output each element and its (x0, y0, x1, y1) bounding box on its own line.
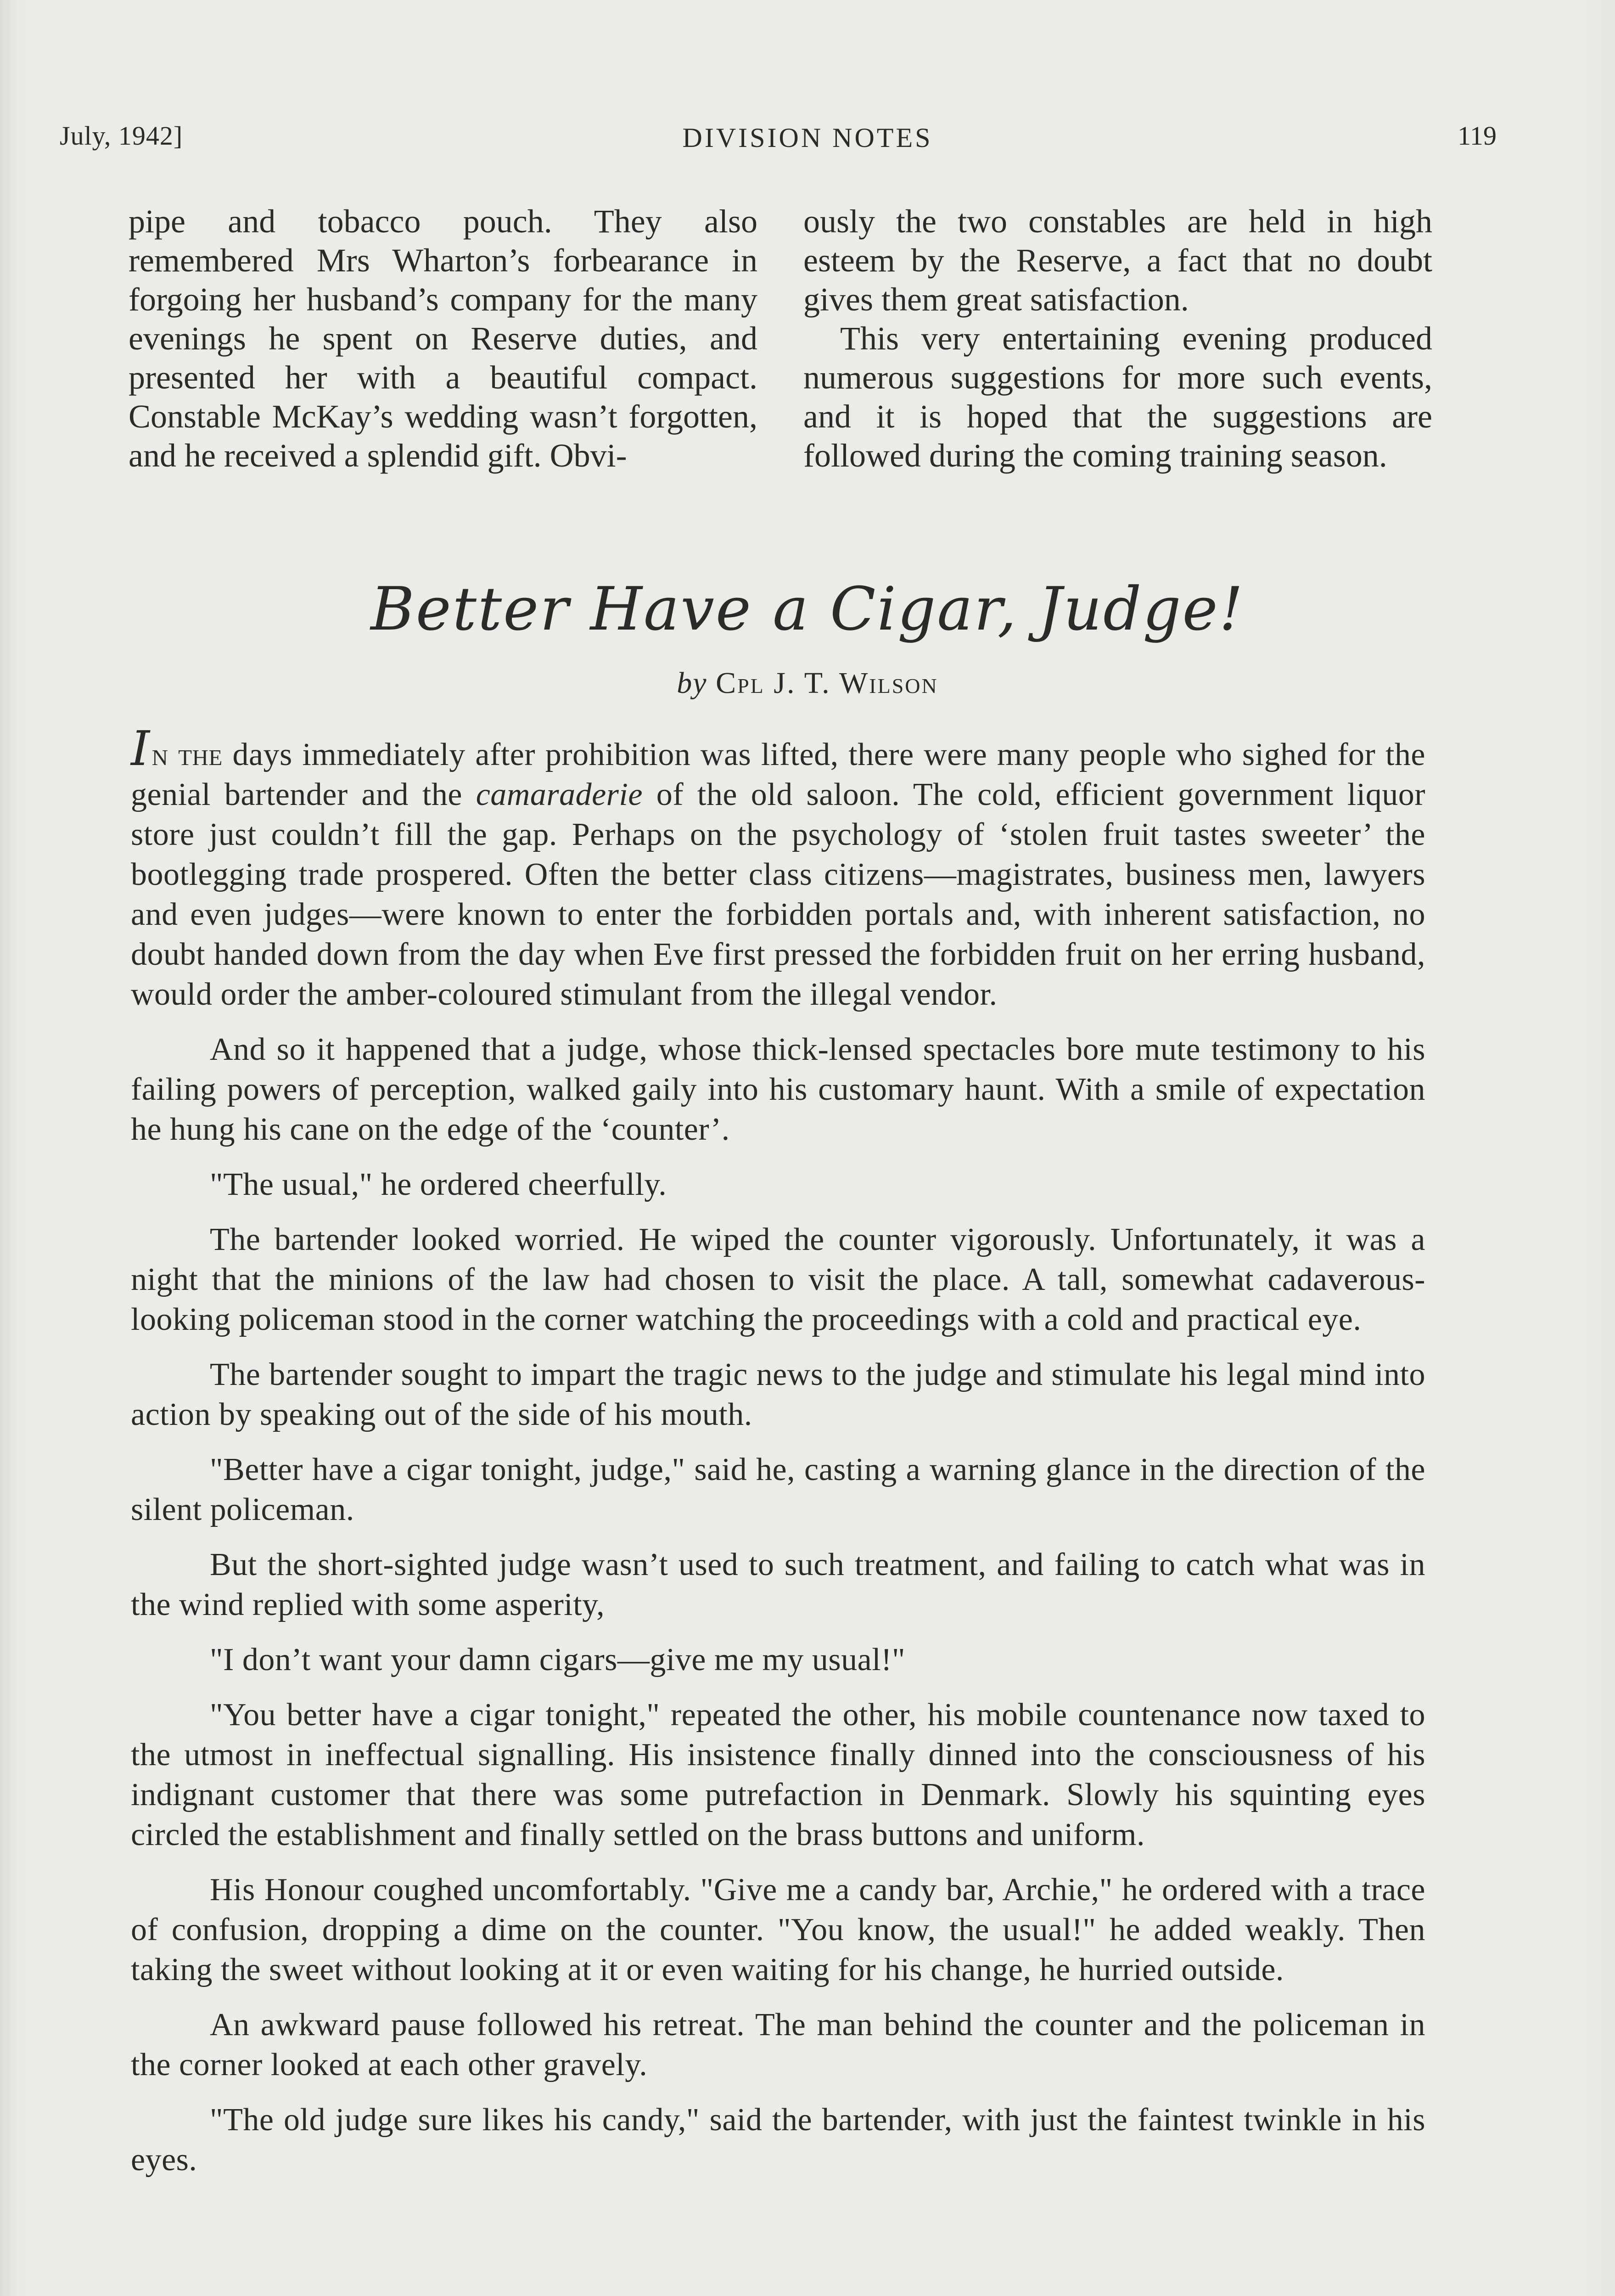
page-number: 119 (1458, 121, 1497, 151)
paragraph: And so it happened that a judge, whose thick-lensed spectacles bore mute testimony to his failing powers of perception, walked gaily into his customary haunt. With a smile of expectation he hung his cane on the edge of the ‘counter’. (131, 1032, 1425, 1147)
paragraph: The bartender looked worried. He wiped the counter vigorously. Unfortunately, it was a night that the minions of the law had chosen to visit the place. A tall, somewhat cadaverous-looking policeman stood in the corner watching the proceedings with a cold and practical eye. (131, 1222, 1425, 1337)
paragraph: But the short-sighted judge wasn’t used to such treatment, and failing to catch what was in the wind replied with some asperity, (131, 1547, 1425, 1622)
byline-author: Cpl J. T. Wilson (716, 666, 938, 700)
paragraph: "Better have a cigar tonight, judge," said he, casting a warning glance in the direction of the silent policeman. (131, 1452, 1425, 1527)
paragraph: An awkward pause followed his retreat. The man behind the counter and the policeman in the corner looked at each other gravely. (131, 2007, 1425, 2082)
right-column (803, 202, 1432, 475)
article-body (131, 720, 1426, 2195)
byline (0, 666, 1615, 701)
paragraph: "I don’t want your damn cigars—give me my usual!" (210, 1642, 906, 1677)
right-column-paragraph-2: This very entertaining evening produced numerous suggestions for more such events, and it is hoped that the suggestions are followed during the coming training season. (803, 320, 1432, 474)
right-column-paragraph-1: ously the two constables are held in high esteem by the Reserve, a fact that no doubt gives them great satisfaction. (803, 203, 1432, 318)
lead-smallcaps: n the (151, 737, 223, 772)
paragraph: "The old judge sure likes his candy," said the bartender, with just the faintest twinkle in his eyes. (131, 2102, 1425, 2178)
paragraph: His Honour coughed uncomfortably. "Give me a candy bar, Archie," he ordered with a trace of confusion, dropping a dime on the counter. "You know, the usual!" he added weakly. Then taking the sweet without looking at it or even waiting for his change, he hurried outside. (131, 1872, 1425, 1987)
byline-prefix: by (677, 666, 707, 700)
left-column (129, 202, 757, 475)
paragraph: "The usual," he ordered cheerfully. (210, 1167, 667, 1202)
lead-text-end: of the old saloon. The cold, efficient government liquor store just couldn’t fill the gap. Perhaps on the psychology of ‘stolen fruit tastes sweeter’ the bootlegging trade prospered. Often the better class citizens—magistrates, business men, lawyers and even judges—were known to enter the forbidden portals and, with inherent satisfaction, no doubt handed down from the day when Eve first pressed the forbidden fruit on her erring husband, would order the amber-coloured stimulant from the illegal vendor. (131, 777, 1426, 1012)
section-title: DIVISION NOTES (682, 123, 933, 153)
article-title: Better Have a Cigar, Judge! (370, 574, 1245, 644)
lead-paragraph (131, 720, 1426, 1014)
drop-cap: I (131, 720, 150, 777)
issue-date: July, 1942] (60, 121, 183, 151)
lead-italic: camaraderie (476, 777, 643, 812)
lead-text: days immediately after prohibition was lifted, there were many people who sighed for the genial bartender and the (131, 737, 1425, 812)
running-head (0, 120, 1615, 157)
paragraph: "You better have a cigar tonight," repeated the other, his mobile countenance now taxed to the utmost in ineffectual signalling. His insistence finally dinned into the consciousness of his indignant customer that there was some putrefaction in Denmark. Slowly his squinting eyes circled the establishment and finally settled on the brass buttons and uniform. (131, 1697, 1425, 1852)
paragraph: The bartender sought to impart the tragic news to the judge and stimulate his legal mind into action by speaking out of the side of his mouth. (131, 1357, 1425, 1432)
left-column-text: pipe and tobacco pouch. They also remembered Mrs Wharton’s forbearance in forgoing her husband’s company for the many evenings he spent on Reserve duties, and presented her with a beautiful compact. Constable McKay’s wedding wasn’t forgotten, and he received a splendid gift. Obvi- (129, 203, 757, 474)
